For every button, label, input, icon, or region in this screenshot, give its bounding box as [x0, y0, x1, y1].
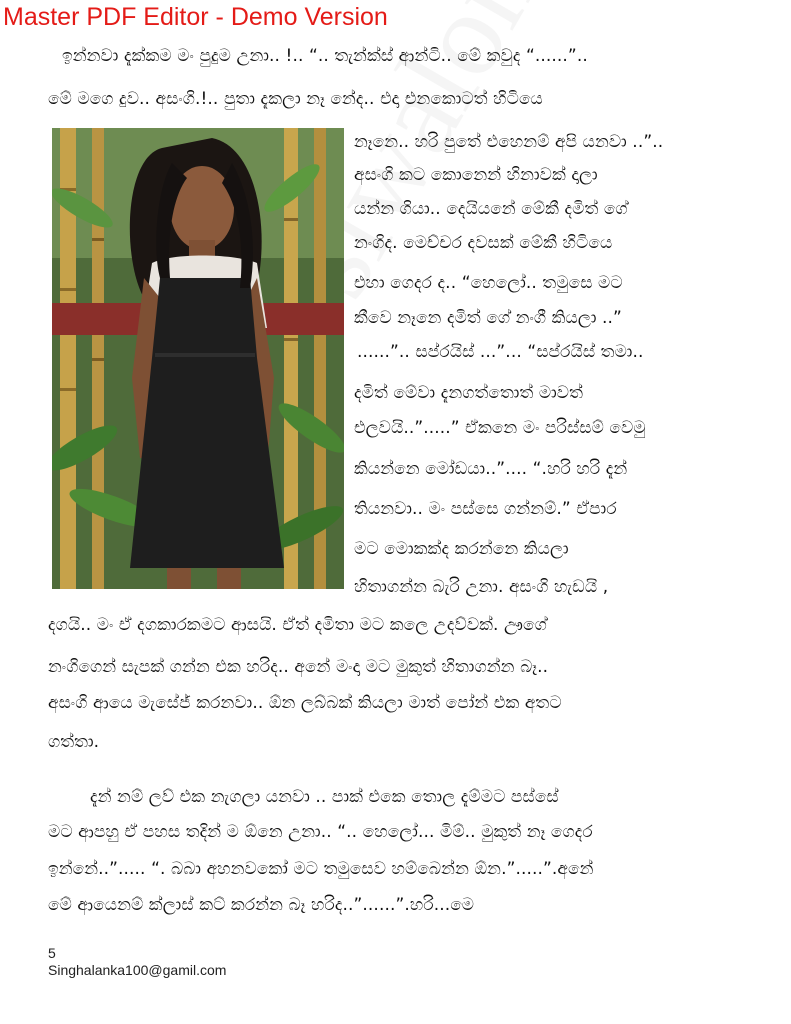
- text-line: අසංගි ආයෙ මැසේජ් කරනවා.. ඕන ලබ්බක් කියලා මාත් පෝන් එක අතට: [48, 693, 562, 713]
- text-line: ඉන්නවා දැක්කම මං පුදුම උනා.. !.. “.. තැන්ක්ස් ආන්ටි.. මේ කවුද “......”..: [62, 46, 588, 66]
- text-line: යන්න ගියා.. දෙයියනේ මේකී දමිත් ගේ: [354, 199, 628, 219]
- text-line: මට මොකක්ද කරන්නෙ කියලා: [354, 539, 569, 559]
- text-line: අසංගි කට කොනෙන් හිනාවක් දාලා: [354, 165, 598, 185]
- text-line: දගයි.. මං ඒ දගකාරකමට ආසයි. ඒත් දමිතා මට කලෙ උදව්වක්. ඌගේ: [48, 615, 547, 635]
- text-line: මේ ආයෙනම් ක්ලාස් කට් කරන්න බෑ හරිද..”......”.හරි...මෙ: [48, 895, 475, 915]
- text-line: කීවෙ නෑනෙ දමිත් ගේ නංගී කියලා ..”: [354, 308, 622, 328]
- text-line: ......”.. සප්රයිස් ...”... “සප්රයිස් තමා..: [357, 342, 644, 362]
- text-line: නංගිගෙන් සැපක් ගන්න එක හරිද.. අනේ මංදා මට මුකුත් හිතාගන්න බෑ..: [48, 657, 549, 677]
- photo-illustration: [52, 128, 344, 589]
- text-line: මේ මගෙ දුව.. අසංගි.!.. පුතා දැකලා නෑ නේද.. එදා එනකොටත් හිටියෙ: [48, 89, 543, 109]
- text-line: ගත්තා.: [48, 732, 100, 752]
- page-number: 5: [48, 945, 56, 961]
- text-line: එහා ගෙදර ද.. “හෙලෝ.. තමුසෙ මට: [354, 273, 623, 293]
- text-line: නංගිද. මෙච්චර දවසක් මේකී හිටියෙ: [354, 233, 613, 253]
- text-line: දැන් නම් ලව් එක නැගලා යනවා .. පාක් එකෙ තොල දැම්මට පස්සේ: [90, 787, 559, 807]
- text-line: නෑනෙ.. හරි පුතේ එහෙනම් අපි යනවා ..”..: [354, 132, 664, 152]
- text-line: මට ආපහු ඒ පහස තදින් ම ඕනෙ උනා.. “.. හෙලෝ... මිම්.. මුකුත් නෑ ගෙදර: [48, 822, 593, 842]
- text-line: එලවයි..”.....” ඒකනෙ මං පරිස්සම් වෙමු: [354, 418, 646, 438]
- footer-email: Singhalanka100@gamil.com: [48, 962, 227, 978]
- text-line: කියන්නෙ මෝඩයා..”.... “.හරි හරි දැන්: [354, 459, 628, 479]
- text-line: හිතාගන්න බැරි උනා. අසංගි හැඩයි ,: [354, 577, 609, 597]
- text-line: දමිත් මේවා දැනගත්තොත් මාවත්: [354, 383, 584, 403]
- woman-photo: [52, 128, 344, 589]
- text-line: තියනවා.. මං පස්සෙ ගන්නම්.” ඒපාර: [354, 499, 617, 519]
- text-line: ඉන්නේ..”..... “. බබා අහනවකෝ මට තමුසෙව හම්බෙන්න ඕන.”.....”.අනේ: [48, 859, 594, 879]
- demo-watermark: Master PDF Editor - Demo Version: [3, 3, 388, 31]
